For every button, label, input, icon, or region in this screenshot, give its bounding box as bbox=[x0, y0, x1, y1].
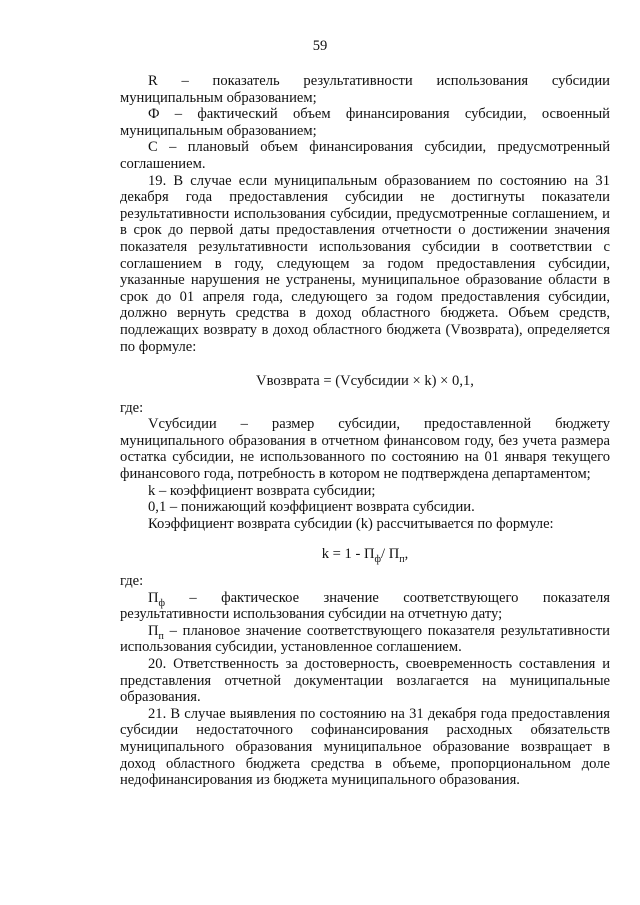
formula-k-part2: / П bbox=[381, 546, 400, 563]
where-label-1: где: bbox=[120, 399, 144, 416]
pf-text: – фактическое значение соответствующего показателя результативности использования субсидии на отчетную дату; bbox=[120, 589, 610, 623]
paragraph-k-definition: k – коэффициент возврата субсидии; bbox=[148, 482, 376, 499]
pf-subscript: ф bbox=[158, 597, 166, 609]
paragraph-19: 19. В случае если муниципальным образованием по состоянию на 31 декабря года предоставления субсидии не достигнуты показатели результативности использования субсидии, предусмотренные соглашением, и в срок до первой даты предоставления отчетности о достижении значения показателя результативности использования субсидии в соответствии с соглашением в году, следующем за годом предоставления субсидии, указанные нарушения не устранены, муниципальное образование области в срок до 01 апреля года, следующего за годом предоставления субсидии, должно вернуть средства в доход областного бюджета. Объем средств, подлежащих возврату в доход областного бюджета (Vвозврата), определяется по формуле: bbox=[120, 172, 610, 355]
formula-k-part1: k = 1 - П bbox=[321, 546, 375, 563]
page-number: 59 bbox=[312, 38, 328, 54]
paragraph-c-definition: С – плановый объем финансирования субсидии, предусмотренный соглашением. bbox=[120, 139, 610, 172]
paragraph-f-definition: Ф – фактический объем финансирования субсидии, освоенный муниципальным образованием; bbox=[120, 106, 610, 139]
pp-symbol: П bbox=[148, 622, 159, 639]
paragraph-01-definition: 0,1 – понижающий коэффициент возврата субсидии. bbox=[148, 499, 475, 516]
formula-k-sub-p: п bbox=[399, 554, 405, 566]
pp-subscript: п bbox=[158, 630, 164, 642]
paragraph-k-formula-intro: Коэффициент возврата субсидии (k) рассчитывается по формуле: bbox=[148, 515, 554, 532]
pf-symbol: П bbox=[148, 589, 159, 606]
paragraph-pp-definition bbox=[120, 623, 610, 656]
formula-return-volume: Vвозврата = (Vсубсидии × k) × 0,1, bbox=[256, 373, 474, 390]
formula-k bbox=[120, 546, 610, 566]
formula-k-sub-f: ф bbox=[374, 554, 382, 566]
paragraph-r-definition: R – показатель результативности использования субсидии муниципальным образованием; bbox=[120, 73, 610, 106]
where-label-2: где: bbox=[120, 573, 144, 590]
paragraph-pf-definition bbox=[120, 590, 610, 623]
paragraph-21: 21. В случае выявления по состоянию на 31 декабря года предоставления субсидии недостаточного софинансирования расходных обязательств муниципального образования муниципальное образование возвращает в доход областного бюджета средства в объеме, пропорциональном доле недофинансирования из бюджета муниципального образования. bbox=[120, 705, 610, 789]
pp-text: – плановое значение соответствующего показателя результативности использования субсидии, установленное соглашением. bbox=[120, 622, 610, 656]
paragraph-20: 20. Ответственность за достоверность, своевременность составления и представления отчетной документации возлагается на муниципальные образования. bbox=[120, 656, 610, 706]
formula-k-end: , bbox=[404, 546, 409, 563]
document-body bbox=[120, 73, 610, 789]
paragraph-vsubsidy-definition: Vсубсидии – размер субсидии, предоставленной бюджету муниципального образования в отчетном финансовом году, без учета размера остатка субсидии, не использованного по состоянию на 01 января текущего финансового года, потребность в котором не подтверждена департаментом; bbox=[120, 416, 610, 483]
